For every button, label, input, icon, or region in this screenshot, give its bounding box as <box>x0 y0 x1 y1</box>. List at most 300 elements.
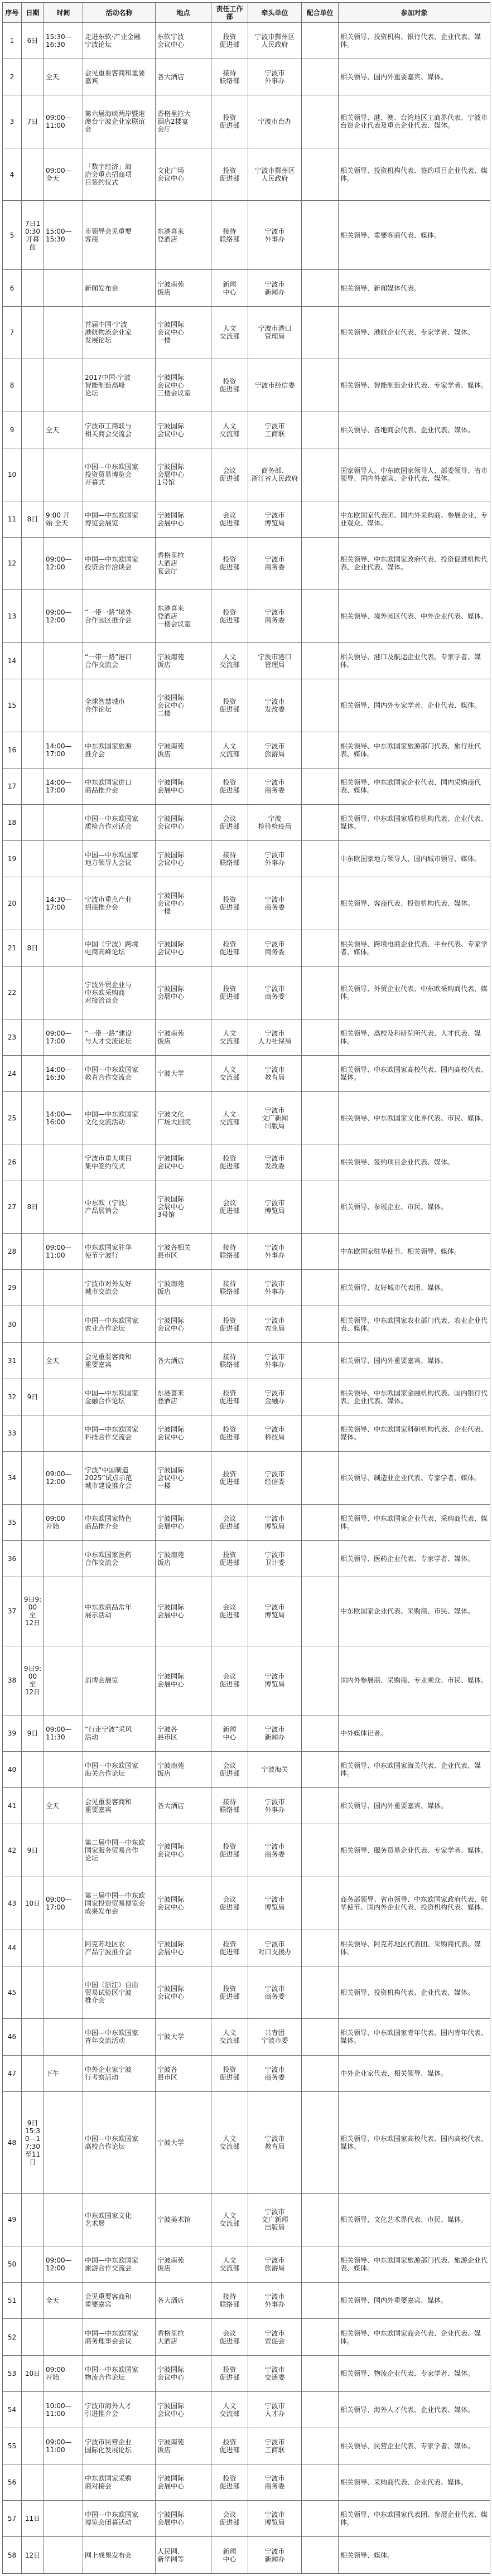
table-row <box>3 1540 490 1577</box>
row-participants: 相关领导、智能制造企业代表、专家学者、媒体。 <box>339 359 490 412</box>
row-activity-name: 宁波市民营企业 国际化发展论坛 <box>83 2428 156 2464</box>
table-row <box>3 2464 490 2501</box>
table-row <box>3 306 490 359</box>
row-number: 22 <box>3 966 22 1019</box>
row-location: 宁波南苑 饭店 <box>156 1270 211 1306</box>
table-row <box>3 1877 490 1930</box>
row-date <box>22 590 44 643</box>
row-cooperating-unit <box>302 1646 339 1715</box>
row-cooperating-unit <box>302 1752 339 1788</box>
row-location: 宁波国际 会展中心 <box>156 501 211 537</box>
row-location: 宁波国际 会议中心 <box>156 1877 211 1930</box>
row-department: 投资 促进部 <box>211 537 248 590</box>
header-co: 配合单位 <box>302 3 339 23</box>
row-cooperating-unit <box>302 2537 339 2574</box>
row-location: 各大酒店 <box>156 1788 211 1824</box>
row-time: 09:00— 12:00 <box>44 537 83 590</box>
row-number: 30 <box>3 1306 22 1342</box>
row-department: 投资 促进部 <box>211 877 248 930</box>
row-activity-name: “一带一路”建设 与人才交流论坛 <box>83 1019 156 1055</box>
row-participants: 相关领导、新闻媒体代表。 <box>339 270 490 306</box>
row-participants: 中东欧国家代表团、国内外采购商、参展企业、专业观众、媒体。 <box>339 501 490 537</box>
row-department: 会议 促进部 <box>211 501 248 537</box>
row-participants: 相关领导、港航企业代表、专家学者、媒体。 <box>339 306 490 359</box>
row-cooperating-unit <box>302 59 339 95</box>
row-date <box>22 768 44 804</box>
row-participants: 相关领导、中东欧国家政府代表、投资促进机构代表、企业代表、媒体。 <box>339 537 490 590</box>
row-location: 宁波国际 会议中心 <box>156 841 211 877</box>
table-row <box>3 148 490 201</box>
row-activity-name: “行走宁波”采风 活动 <box>83 1715 156 1752</box>
table-row <box>3 642 490 679</box>
row-location: 宁波国际 会议中心 三楼会议室 <box>156 359 211 412</box>
row-location: 宁波各 县市区 <box>156 2055 211 2091</box>
row-lead-unit: 宁波市 博览局 <box>248 2501 302 2537</box>
table-row <box>3 1342 490 1379</box>
row-date: 11日 <box>22 2501 44 2537</box>
row-department: 投资 促进部 <box>211 768 248 804</box>
row-lead-unit: 宁波市 外事办 <box>248 1788 302 1824</box>
row-lead-unit: 宁波市 新闻办 <box>248 2537 302 2574</box>
row-activity-name: 中国—中东欧国家 青年交流活动 <box>83 2019 156 2055</box>
row-department: 会议 促进部 <box>211 1877 248 1930</box>
row-cooperating-unit <box>302 306 339 359</box>
row-time: 14:00— 16:00 <box>44 1091 83 1144</box>
table-row <box>3 590 490 643</box>
row-time <box>44 448 83 501</box>
row-department: 人文 交流部 <box>211 1091 248 1144</box>
row-date <box>22 1504 44 1540</box>
row-department: 投资 促进部 <box>211 148 248 201</box>
row-department: 投资 促进部 <box>211 1379 248 1415</box>
row-date: 6日 <box>22 23 44 59</box>
row-cooperating-unit <box>302 537 339 590</box>
row-activity-name: 中东欧国家进口 商品推介会 <box>83 768 156 804</box>
row-location: 宁波南苑 饭店 <box>156 270 211 306</box>
row-participants: 相关领导、港口及航运企业代表、专家学者、媒体。 <box>339 642 490 679</box>
row-cooperating-unit <box>302 412 339 448</box>
row-date <box>22 1452 44 1505</box>
table-row <box>3 2391 490 2428</box>
table-row <box>3 270 490 306</box>
row-number: 57 <box>3 2501 22 2537</box>
row-number: 3 <box>3 95 22 148</box>
row-date <box>22 306 44 359</box>
row-date: 10日 <box>22 2355 44 2391</box>
table-row <box>3 1715 490 1752</box>
row-lead-unit: 宁波市 外事办 <box>248 1342 302 1379</box>
row-activity-name: 中东欧国家旅游 推介会 <box>83 732 156 768</box>
row-lead-unit: 宁波市 旅游局 <box>248 2246 302 2283</box>
row-date <box>22 270 44 306</box>
row-participants: 相关领导、中东欧国家质检机构代表、企业代表、媒体。 <box>339 804 490 840</box>
row-number: 7 <box>3 306 22 359</box>
table-row <box>3 2355 490 2391</box>
row-number: 32 <box>3 1379 22 1415</box>
row-date: 8日 <box>22 1181 44 1234</box>
header-date: 日期 <box>22 3 44 23</box>
row-location: 香格里拉 大酒店 宴会厅 <box>156 537 211 590</box>
row-location: 香格里拉大 酒店2楼宴 会厅 <box>156 95 211 148</box>
row-number: 31 <box>3 1342 22 1379</box>
row-lead-unit: 宁波市 对口支援办 <box>248 1930 302 1966</box>
row-cooperating-unit <box>302 1270 339 1306</box>
row-lead-unit: 宁波市 博览局 <box>248 1577 302 1646</box>
row-cooperating-unit <box>302 930 339 966</box>
row-time <box>44 270 83 306</box>
row-department: 会议 促进部 <box>211 1752 248 1788</box>
row-lead-unit: 宁波海关 <box>248 1752 302 1788</box>
row-time: 14:00— 17:00 <box>44 732 83 768</box>
row-location: 各大酒店 <box>156 59 211 95</box>
row-department: 投资 促进部 <box>211 679 248 732</box>
row-activity-name: 第二届中国—中东欧 国家服务贸易合作 论坛 <box>83 1824 156 1877</box>
row-lead-unit: 宁波市 人力社保局 <box>248 1019 302 1055</box>
row-participants: 相关领导、国内外专家学者、企业代表、媒体。 <box>339 679 490 732</box>
row-department: 投资 促进部 <box>211 1540 248 1577</box>
table-row <box>3 1504 490 1540</box>
row-cooperating-unit <box>302 201 339 270</box>
row-location: 宁波国际 会议中心 一楼 <box>156 1452 211 1505</box>
row-lead-unit: 宁波市 教育局 <box>248 2091 302 2193</box>
table-row <box>3 59 490 95</box>
header-time: 时间 <box>44 3 83 23</box>
row-time <box>44 966 83 1019</box>
row-department: 投资 促进部 <box>211 1144 248 1181</box>
row-number: 35 <box>3 1504 22 1540</box>
row-department: 会议 促进部 <box>211 1646 248 1715</box>
row-time <box>44 1415 83 1451</box>
row-participants: 相关领导、客商代表、投资机构代表、媒体。 <box>339 877 490 930</box>
row-activity-name: 宁波外贸企业与 中东欧采购商 对接洽谈会 <box>83 966 156 1019</box>
row-activity-name: 消博会展览 <box>83 1646 156 1715</box>
row-time: 09:00— 12:00 <box>44 590 83 643</box>
row-department: 投资 促进部 <box>211 1306 248 1342</box>
row-date <box>22 1788 44 1824</box>
row-participants: 相关领导、重要客商代表、媒体。 <box>339 201 490 270</box>
row-number: 28 <box>3 1234 22 1270</box>
table-row <box>3 1019 490 1055</box>
row-date <box>22 2464 44 2501</box>
row-lead-unit: 宁波市港口 管理局 <box>248 306 302 359</box>
table-row <box>3 359 490 412</box>
row-time <box>44 679 83 732</box>
row-participants: 国内外参展商、采购商、专业观众、市民、媒体。 <box>339 1646 490 1715</box>
row-participants: 相关领导、中东欧国家金融机构代表、国内银行代表、企业代表、媒体。 <box>339 1379 490 1415</box>
row-number: 19 <box>3 841 22 877</box>
row-number: 16 <box>3 732 22 768</box>
row-location: 宁波国际 会展中心 <box>156 1646 211 1715</box>
row-cooperating-unit <box>302 1577 339 1646</box>
row-time: 10:00— 11:00 <box>44 2391 83 2428</box>
row-participants: 相关领导、中东欧国家文化界代表、市民、媒体。 <box>339 1091 490 1144</box>
row-number: 43 <box>3 1877 22 1930</box>
row-number: 23 <box>3 1019 22 1055</box>
row-activity-name: 中国—中东欧国家 海关合作论坛 <box>83 1752 156 1788</box>
table-row <box>3 1824 490 1877</box>
row-participants: 相关领导、阿克苏地区代表团、采购商代表、媒体。 <box>339 1930 490 1966</box>
row-cooperating-unit <box>302 1091 339 1144</box>
row-number: 8 <box>3 359 22 412</box>
row-time: 15:30— 16:30 <box>44 23 83 59</box>
row-number: 37 <box>3 1577 22 1646</box>
row-participants: 相关领导、国内外重要嘉宾、媒体。 <box>339 2283 490 2319</box>
row-activity-name: 中国—中东欧国家 商务理事会会议 <box>83 2319 156 2355</box>
row-number: 4 <box>3 148 22 201</box>
row-number: 46 <box>3 2019 22 2055</box>
row-activity-name: 中国（浙江）自由 贸易试验区宁波 推介会 <box>83 1966 156 2019</box>
table-row <box>3 1379 490 1415</box>
row-location: 宁波国际 会展中心 <box>156 768 211 804</box>
row-department: 投资 促进部 <box>211 2428 248 2464</box>
row-participants: 商务部领导、省市领导、中东欧国家政府代表、驻华使节、国内外企业代表、投资机构代表、媒体。 <box>339 1877 490 1930</box>
row-lead-unit: 宁波市 博览局 <box>248 1504 302 1540</box>
row-department: 接待 联络部 <box>211 1788 248 1824</box>
row-time <box>44 804 83 840</box>
row-number: 25 <box>3 1091 22 1144</box>
row-activity-name: 中东欧国家文化 艺术展 <box>83 2193 156 2246</box>
row-number: 18 <box>3 804 22 840</box>
table-row <box>3 877 490 930</box>
row-location: 宁波国际 会展中心 3号馆 <box>156 1181 211 1234</box>
row-activity-name: 宁波市对外友好 城市交流会 <box>83 1270 156 1306</box>
row-date: 7日 <box>22 95 44 148</box>
row-activity-name: 中国—中东欧国家 旅游合作交流会 <box>83 2246 156 2283</box>
table-row <box>3 1577 490 1646</box>
table-row <box>3 412 490 448</box>
row-cooperating-unit <box>302 1234 339 1270</box>
row-location: 宁波国际 会展中心 <box>156 1577 211 1646</box>
row-activity-name: 会见重要客商和 重要嘉宾 <box>83 2283 156 2319</box>
row-cooperating-unit <box>302 2246 339 2283</box>
row-location: 宁波南苑 饭店 <box>156 732 211 768</box>
row-number: 33 <box>3 1415 22 1451</box>
row-cooperating-unit <box>302 2428 339 2464</box>
header-no: 序号 <box>3 3 22 23</box>
row-cooperating-unit <box>302 1415 339 1451</box>
row-date: 9日 <box>22 1824 44 1877</box>
row-activity-name: 第三届中国—中东欧 国家投资贸易博览会 成果发布会 <box>83 1877 156 1930</box>
row-participants: 相关领导、中东欧国家商会代表、企业代表、媒体。 <box>339 2319 490 2355</box>
row-department: 接待 联络部 <box>211 201 248 270</box>
row-department: 接待 联络部 <box>211 1270 248 1306</box>
row-time: 全天 <box>44 59 83 95</box>
row-lead-unit: 宁波 检验检疫局 <box>248 804 302 840</box>
row-participants: 相关领导、投资机构代表、签约项目企业代表、媒体。 <box>339 148 490 201</box>
row-lead-unit: 宁波市 旅游局 <box>248 732 302 768</box>
row-lead-unit: 宁波市 商务委 <box>248 590 302 643</box>
row-lead-unit: 宁波市 外事办 <box>248 201 302 270</box>
row-department: 人文 交流部 <box>211 2091 248 2193</box>
row-cooperating-unit <box>302 679 339 732</box>
row-time: 09:00 开始 <box>44 2355 83 2391</box>
table-row <box>3 966 490 1019</box>
row-department: 会议 促进部 <box>211 1181 248 1234</box>
row-time <box>44 1577 83 1646</box>
row-activity-name: 会见重要客商和 重要嘉宾 <box>83 1342 156 1379</box>
row-number: 13 <box>3 590 22 643</box>
row-number: 10 <box>3 448 22 501</box>
row-time <box>44 1752 83 1788</box>
row-department: 会议 促进部 <box>211 804 248 840</box>
row-activity-name: 市领导会见重要 客商 <box>83 201 156 270</box>
row-department: 投资 促进部 <box>211 23 248 59</box>
row-participants: 国家领导人、中东欧国家领导人、部委领导、省市领导、国内外嘉宾、企业代表、媒体。 <box>339 448 490 501</box>
row-time <box>44 306 83 359</box>
header-lead: 牵头单位 <box>248 3 302 23</box>
row-activity-name: 中东欧国家特色 商品推介会 <box>83 1504 156 1540</box>
table-row <box>3 1234 490 1270</box>
row-participants: 相关领导、外贸企业代表、中东欧采购商代表、媒体。 <box>339 966 490 1019</box>
row-location: 宁波国际 会议中心 <box>156 1306 211 1342</box>
row-participants: 相关领导、中东欧国家旅游部门代表、旅行社代表、媒体。 <box>339 732 490 768</box>
row-location: 各大酒店 <box>156 2283 211 2319</box>
header-name: 活动名称 <box>83 3 156 23</box>
row-department: 投资 促进部 <box>211 1415 248 1451</box>
row-participants: 相关领导、国内外重要嘉宾、媒体。 <box>339 1788 490 1824</box>
row-location: 香格里拉 大酒店 <box>156 2319 211 2355</box>
row-number: 41 <box>3 1788 22 1824</box>
row-number: 15 <box>3 679 22 732</box>
row-department: 投资 促进部 <box>211 1452 248 1505</box>
row-location: 宁波南苑 饭店 <box>156 2428 211 2464</box>
row-date <box>22 841 44 877</box>
row-location: 宁波国际 会议中心 一楼 <box>156 306 211 359</box>
row-number: 21 <box>3 930 22 966</box>
row-time <box>44 1930 83 1966</box>
row-department: 投资 促进部 <box>211 1930 248 1966</box>
row-date <box>22 359 44 412</box>
row-participants: 相关领导、中东欧国家农业部门代表、农业企业代表、媒体。 <box>339 1306 490 1342</box>
row-cooperating-unit <box>302 2464 339 2501</box>
row-participants: 中外企业家代表、相关领导、媒体。 <box>339 2055 490 2091</box>
row-department: 投资 促进部 <box>211 95 248 148</box>
row-number: 40 <box>3 1752 22 1788</box>
row-participants: 中东欧国家企业代表、采购商、市民、媒体。 <box>339 1577 490 1646</box>
row-date <box>22 2019 44 2055</box>
row-location: 宁波国际 会展中心 <box>156 966 211 1019</box>
row-activity-name: 宁波市工商联与 相关商会交流会 <box>83 412 156 448</box>
row-participants: 相关领导、中东欧国家代表团、参展企业代表、媒体。 <box>339 2501 490 2537</box>
row-location: 宁波国际 会议中心 <box>156 1144 211 1181</box>
row-lead-unit: 宁波市 外事办 <box>248 841 302 877</box>
row-date <box>22 1055 44 1091</box>
row-time: 09:00— 11:00 <box>44 95 83 148</box>
row-activity-name: 中国—中东欧国家 质检合作对话会 <box>83 804 156 840</box>
row-activity-name: 中国—中东欧国家 博览会闭幕活动 <box>83 2501 156 2537</box>
row-department: 会议 促进部 <box>211 2501 248 2537</box>
row-location: 宁波南苑 饭店 <box>156 2246 211 2283</box>
row-number: 20 <box>3 877 22 930</box>
row-participants: 相关领导、投资机构代表、企业代表、媒体。 <box>339 1966 490 2019</box>
row-participants: 相关领导、采购商代表、企业代表、媒体。 <box>339 2464 490 2501</box>
table-row <box>3 1646 490 1715</box>
row-department: 接待 联络部 <box>211 1234 248 1270</box>
table-row <box>3 2091 490 2193</box>
row-location: 宁波各相关 县市区 <box>156 1234 211 1270</box>
row-participants: 相关领导、友好城市代表团、媒体。 <box>339 1270 490 1306</box>
row-cooperating-unit <box>302 877 339 930</box>
row-number: 42 <box>3 1824 22 1877</box>
row-activity-name: 中国—中东欧国家 科技合作交流会 <box>83 1415 156 1451</box>
row-department: 投资 促进部 <box>211 2055 248 2091</box>
row-date <box>22 1930 44 1966</box>
row-location: 宁波国际 会展中心 <box>156 2464 211 2501</box>
row-lead-unit: 宁波市 教育局 <box>248 1055 302 1091</box>
row-location: 宁波国际 会议中心 <box>156 930 211 966</box>
row-cooperating-unit <box>302 501 339 537</box>
row-department: 人文 交流部 <box>211 306 248 359</box>
row-activity-name: 中国—中东欧国家 地方领导人会议 <box>83 841 156 877</box>
row-activity-name: 全球智慧城市 合作论坛 <box>83 679 156 732</box>
row-date <box>22 877 44 930</box>
row-department: 会议 促进部 <box>211 1504 248 1540</box>
row-location: 宁波国际 会议中心 <box>156 1415 211 1451</box>
row-participants: 相关领导、境外园区代表、中外企业代表、媒体。 <box>339 590 490 643</box>
row-participants: 相关领导、各地商会代表、企业代表、媒体。 <box>339 412 490 448</box>
row-time <box>44 2193 83 2246</box>
row-activity-name: “一带一路”境外 合作园区推介会 <box>83 590 156 643</box>
row-activity-name: 中东欧国家医药 合作交流会 <box>83 1540 156 1577</box>
row-activity-name: 中国—中东欧国家 农业合作论坛 <box>83 1306 156 1342</box>
row-number: 5 <box>3 201 22 270</box>
row-date <box>22 412 44 448</box>
row-cooperating-unit <box>302 95 339 148</box>
row-lead-unit: 宁波市 工商联 <box>248 412 302 448</box>
table-row <box>3 1091 490 1144</box>
row-activity-name: 中国—中东欧国家 博览会展览 <box>83 501 156 537</box>
row-location: 宁波南苑 饭店 <box>156 1019 211 1055</box>
row-number: 27 <box>3 1181 22 1234</box>
row-date: 12日 <box>22 2537 44 2574</box>
row-participants: 相关领导、媒体。 <box>339 2537 490 2574</box>
row-participants: 相关领导、中东欧国家海关代表、企业代表、媒体。 <box>339 1752 490 1788</box>
row-activity-name: 会见重要客商和重要 嘉宾 <box>83 59 156 95</box>
row-department: 接待 联络部 <box>211 841 248 877</box>
row-number: 47 <box>3 2055 22 2091</box>
row-date <box>22 448 44 501</box>
table-row <box>3 2283 490 2319</box>
row-department: 投资 促进部 <box>211 1966 248 2019</box>
table-row <box>3 23 490 59</box>
table-row <box>3 2319 490 2355</box>
row-cooperating-unit <box>302 2091 339 2193</box>
table-row <box>3 2501 490 2537</box>
row-location: 宁波大学 <box>156 2019 211 2055</box>
row-number: 51 <box>3 2283 22 2319</box>
row-department: 人文 交流部 <box>211 2193 248 2246</box>
row-number: 34 <box>3 1452 22 1505</box>
row-location: 宁波文化 广场大剧院 <box>156 1091 211 1144</box>
row-lead-unit: 宁波市 交通委 <box>248 2355 302 2391</box>
row-activity-name: 2017中国·宁波 智能制造高峰 论坛 <box>83 359 156 412</box>
table-row <box>3 1930 490 1966</box>
row-location: 东港喜来 登酒店 <box>156 1379 211 1415</box>
row-time: 全天 <box>44 2283 83 2319</box>
row-number: 39 <box>3 1715 22 1752</box>
row-number: 52 <box>3 2319 22 2355</box>
row-activity-name: 中国—中东欧国家 投资贸易博览会 开幕式 <box>83 448 156 501</box>
row-number: 49 <box>3 2193 22 2246</box>
row-activity-name: 阿克苏地区农 产品宁波推介会 <box>83 1930 156 1966</box>
row-number: 1 <box>3 23 22 59</box>
row-participants: 相关领导、服务贸易企业代表、专家学者、媒体。 <box>339 1824 490 1877</box>
row-time <box>44 1306 83 1342</box>
row-location: 宁波国际 会议中心 <box>156 2391 211 2428</box>
row-lead-unit: 商务部、 浙江省人民政府 <box>248 448 302 501</box>
row-location: 东港喜来 登酒店 <box>156 201 211 270</box>
row-activity-name: 会见重要客商和 重要嘉宾 <box>83 1788 156 1824</box>
